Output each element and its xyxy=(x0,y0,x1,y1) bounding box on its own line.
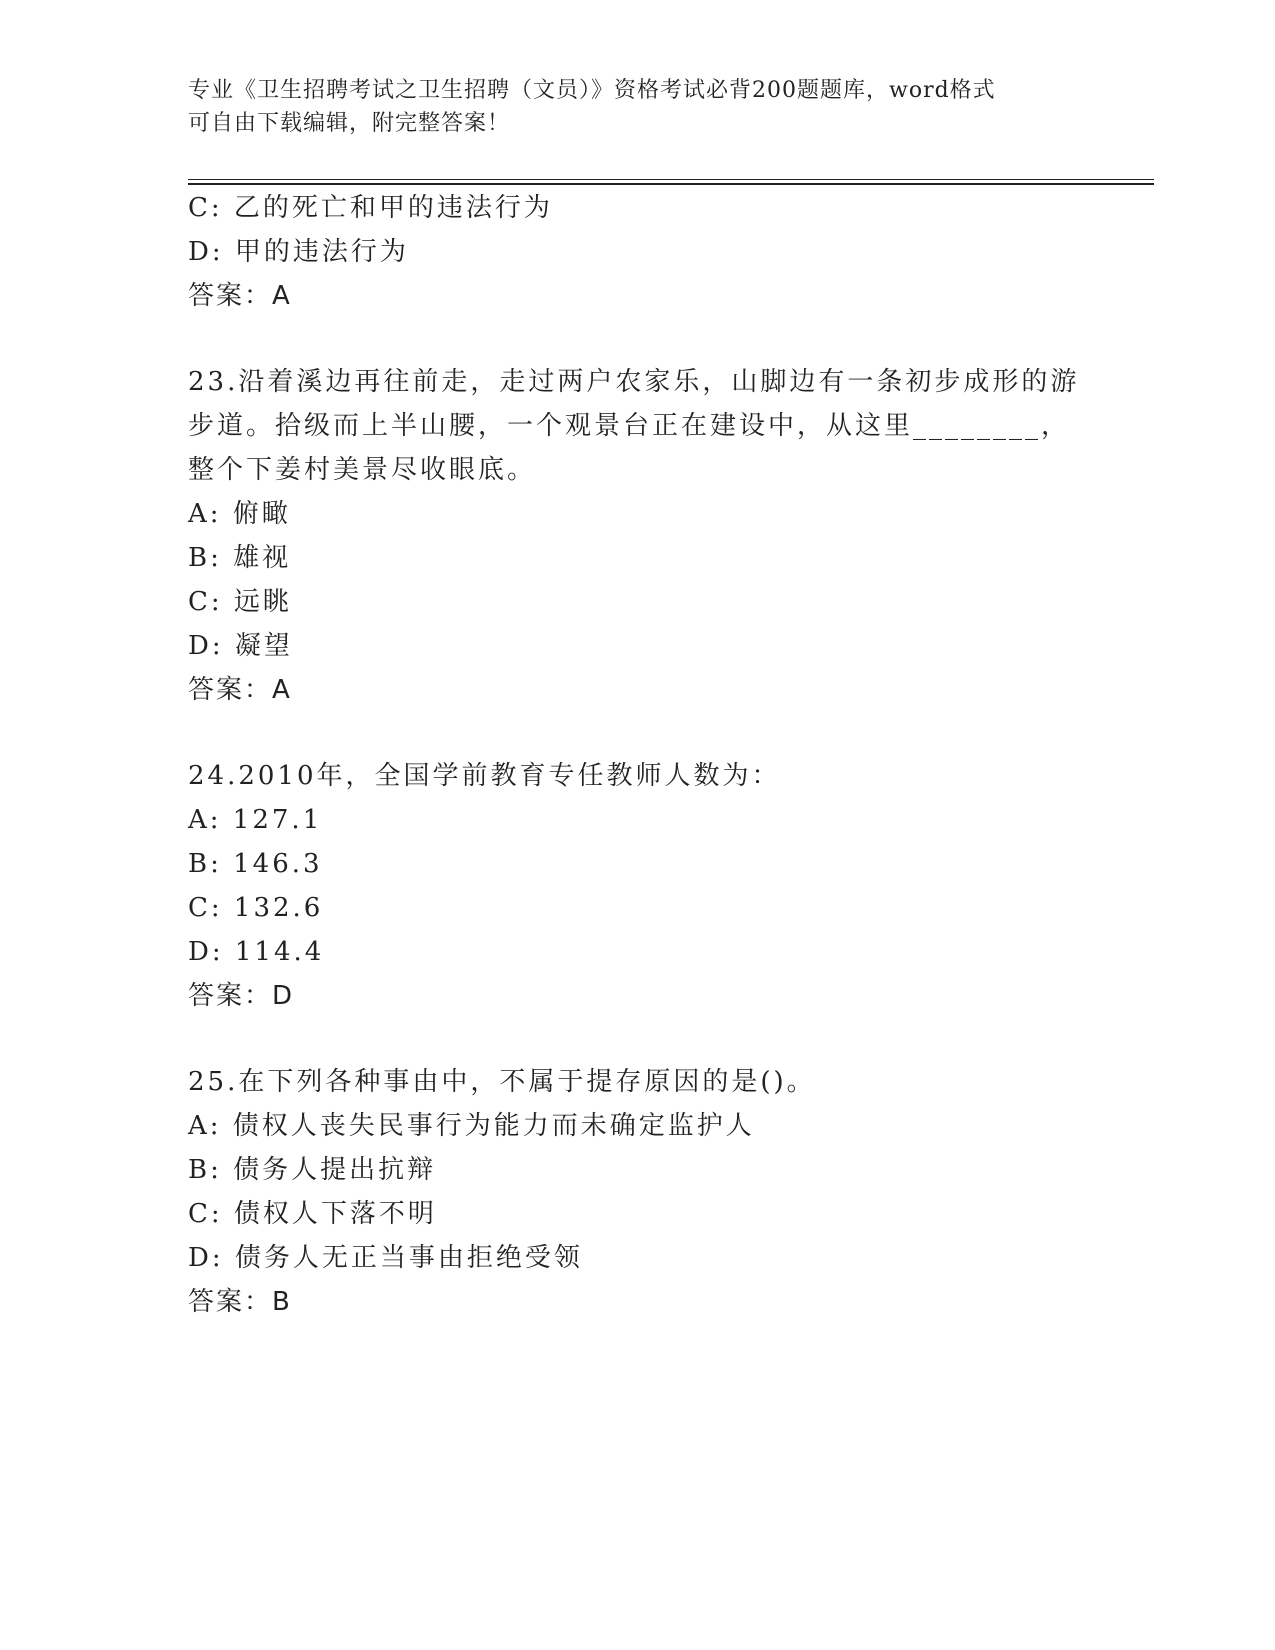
header-divider-bottom xyxy=(188,183,1154,185)
question-stem-line: 23.沿着溪边再往前走，走过两户农家乐，山脚边有一条初步成形的游 xyxy=(188,367,1080,397)
option-d: D: 114.4 xyxy=(188,937,325,967)
question-stem-line: 25.在下列各种事由中，不属于提存原因的是()。 xyxy=(188,1067,816,1097)
option-c: C: 乙的死亡和甲的违法行为 xyxy=(188,193,553,223)
option-b: B: 146.3 xyxy=(188,849,323,879)
question-stem-line: 步道。拾级而上半山腰，一个观景台正在建设中，从这里________， xyxy=(188,411,1071,441)
option-b: B: 债务人提出抗辩 xyxy=(188,1155,437,1185)
answer-text: 答案：B xyxy=(188,1287,292,1317)
header-divider-top xyxy=(188,179,1154,180)
answer-text: 答案：A xyxy=(188,281,292,311)
option-d: D: 债务人无正当事由拒绝受领 xyxy=(188,1243,583,1273)
option-c: C: 债权人下落不明 xyxy=(188,1199,437,1229)
option-c: C: 132.6 xyxy=(188,893,324,923)
option-c: C: 远眺 xyxy=(188,587,292,617)
question-stem-line: 24.2010年，全国学前教育专任教师人数为： xyxy=(188,761,781,791)
option-d: D: 凝望 xyxy=(188,631,293,661)
answer-text: 答案：D xyxy=(188,981,295,1011)
answer-text: 答案：A xyxy=(188,675,292,705)
question-stem-line: 整个下姜村美景尽收眼底。 xyxy=(188,455,537,485)
header-line-1: 专业《卫生招聘考试之卫生招聘（文员）》资格考试必背200题题库，word格式 xyxy=(188,78,996,103)
option-d: D: 甲的违法行为 xyxy=(188,237,409,267)
header-line-2: 可自由下载编辑，附完整答案！ xyxy=(188,111,511,136)
option-a: A: 债权人丧失民事行为能力而未确定监护人 xyxy=(188,1111,755,1141)
document-header xyxy=(188,74,1088,140)
option-a: A: 127.1 xyxy=(188,805,323,835)
option-a: A: 俯瞰 xyxy=(188,499,291,529)
option-b: B: 雄视 xyxy=(188,543,292,573)
